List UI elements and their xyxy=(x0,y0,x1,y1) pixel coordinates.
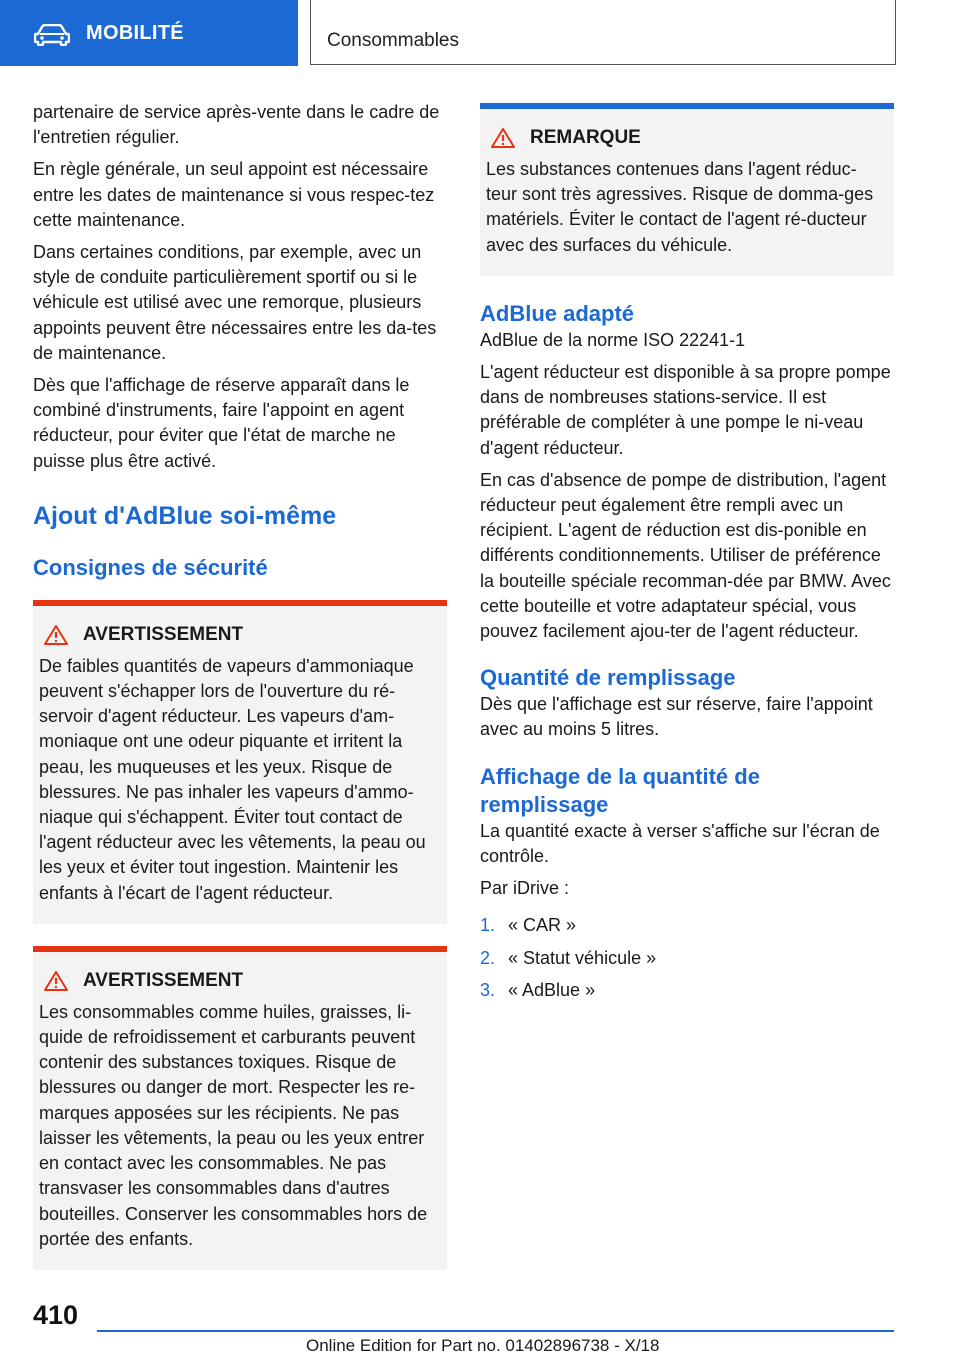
subsection-tab[interactable] xyxy=(310,0,896,65)
paragraph: AdBlue de la norme ISO 22241-1 xyxy=(480,329,746,350)
warning-title-text: AVERTISSEMENT xyxy=(83,969,244,991)
warning-triangle-icon xyxy=(43,624,69,646)
footer-edition: Online Edition for Part no. 01402896738 - X/18 xyxy=(306,1336,660,1355)
paragraph: En règle générale, un seul appoint est nécessaire entre les dates de maintenance si vous respec-tez cette maintenance. xyxy=(33,159,435,230)
paragraph: partenaire de service après-vente dans le cadre de l'entretien régulier. xyxy=(33,102,440,148)
heading-consignes-securite: Consignes de sécurité xyxy=(33,554,268,580)
car-icon xyxy=(34,24,70,46)
heading-affichage-quantite: Affichage de la quantité de remplissage xyxy=(480,763,760,817)
list-item xyxy=(480,946,894,971)
note-title xyxy=(486,125,886,151)
list-item xyxy=(480,978,894,1003)
right-column xyxy=(480,100,894,1011)
note-title-text: REMARQUE xyxy=(530,127,641,148)
heading-quantite-remplissage: Quantité de remplissage xyxy=(480,665,736,691)
step-text: « Statut véhicule » xyxy=(508,947,657,968)
step-text: « AdBlue » xyxy=(508,980,596,1001)
left-column xyxy=(33,100,447,1270)
note-box xyxy=(480,103,894,276)
warning-triangle-icon xyxy=(490,127,516,149)
warning-box-ammoniaque xyxy=(33,600,447,924)
paragraph: En cas d'absence de pompe de distribution, l'agent réducteur peut également être rempli avec un récipient. L'agent de réduction est dis-ponible en différents conditionnements. Utiliser de préférence la bouteille spéciale recomman-dée par BMW. Avec cette bouteille et votre adaptateur spécial, vous pouvez facilement ajou-ter de l'agent réducteur. xyxy=(480,469,891,642)
warning-triangle-icon xyxy=(43,970,69,992)
page-header xyxy=(0,0,960,66)
paragraph: L'agent réducteur est disponible à sa propre pompe dans de nombreuses stations-service. Il est préférable de compléter à une pompe le ni-veau d'agent réducteur. xyxy=(480,362,891,458)
step-text: « CAR » xyxy=(508,915,577,936)
heading-ajout-adblue: Ajout d'AdBlue soi-même xyxy=(33,501,337,530)
warning-box-consommables xyxy=(33,946,447,1270)
subsection-title: Consommables xyxy=(327,30,459,51)
step-number: 3. xyxy=(480,980,496,1001)
section-title: MOBILITÉ xyxy=(86,22,184,44)
warning-text: De faibles quantités de vapeurs d'ammoniaque peuvent s'échapper lors de l'ouverture du ré-servoir d'agent réducteur. Les vapeurs d'am-moniaque ont une odeur piquante et irritent la peau, les muqueuses et les yeux. Risque de blessures. Ne pas inhaler les vapeurs d'ammo-niaque qui s'échappent. Éviter tout contact de l'agent réducteur avec les vêtements, la peau ou les yeux et éviter tout ingestion. Maintenir les enfants à l'écart de l'agent réducteur. xyxy=(39,655,426,903)
warning-title-text: AVERTISSEMENT xyxy=(83,623,244,645)
page-number: 410 xyxy=(33,1300,79,1330)
paragraph: Dès que l'affichage est sur réserve, faire l'appoint avec au moins 5 litres. xyxy=(480,694,873,740)
paragraph: La quantité exacte à verser s'affiche sur l'écran de contrôle. xyxy=(480,820,880,866)
paragraph: Dès que l'affichage de réserve apparaît dans le combiné d'instruments, faire l'appoint en agent réducteur, pour éviter que l'état de marche ne puisse plus être activé. xyxy=(33,375,410,471)
paragraph: Dans certaines conditions, par exemple, avec un style de conduite particulièrement sportif ou si le véhicule est utilisé avec une remorque, plusieurs appoints peuvent être nécessaires entre les da-tes de maintenance. xyxy=(33,242,437,363)
note-text: Les substances contenues dans l'agent réduc-teur sont très agressives. Risque de domma-ges matériels. Éviter le contact de l'agent ré-ducteur avec des surfaces du véhicule. xyxy=(486,159,874,255)
section-tab[interactable] xyxy=(0,0,298,66)
step-number: 1. xyxy=(480,915,496,936)
step-number: 2. xyxy=(480,947,496,968)
list-item xyxy=(480,913,894,938)
heading-adblue-adapte: AdBlue adapté xyxy=(480,300,635,326)
idrive-steps xyxy=(480,913,894,1003)
warning-title xyxy=(39,622,439,648)
warning-title xyxy=(39,968,439,994)
footer-divider xyxy=(97,1330,894,1332)
warning-text: Les consommables comme huiles, graisses, li-quide de refroidissement et carburants peuvent contenir des substances toxiques. Risque de blessures ou danger de mort. Respecter les re-marques apposées sur les récipients. Ne pas laisser les vêtements, la peau ou les yeux entrer en contact avec les consommables. Ne pas transvaser les consommables dans d'autres bouteilles. Conserver les consommables hors de portée des enfants. xyxy=(39,1001,428,1249)
paragraph: Par iDrive : xyxy=(480,878,570,899)
